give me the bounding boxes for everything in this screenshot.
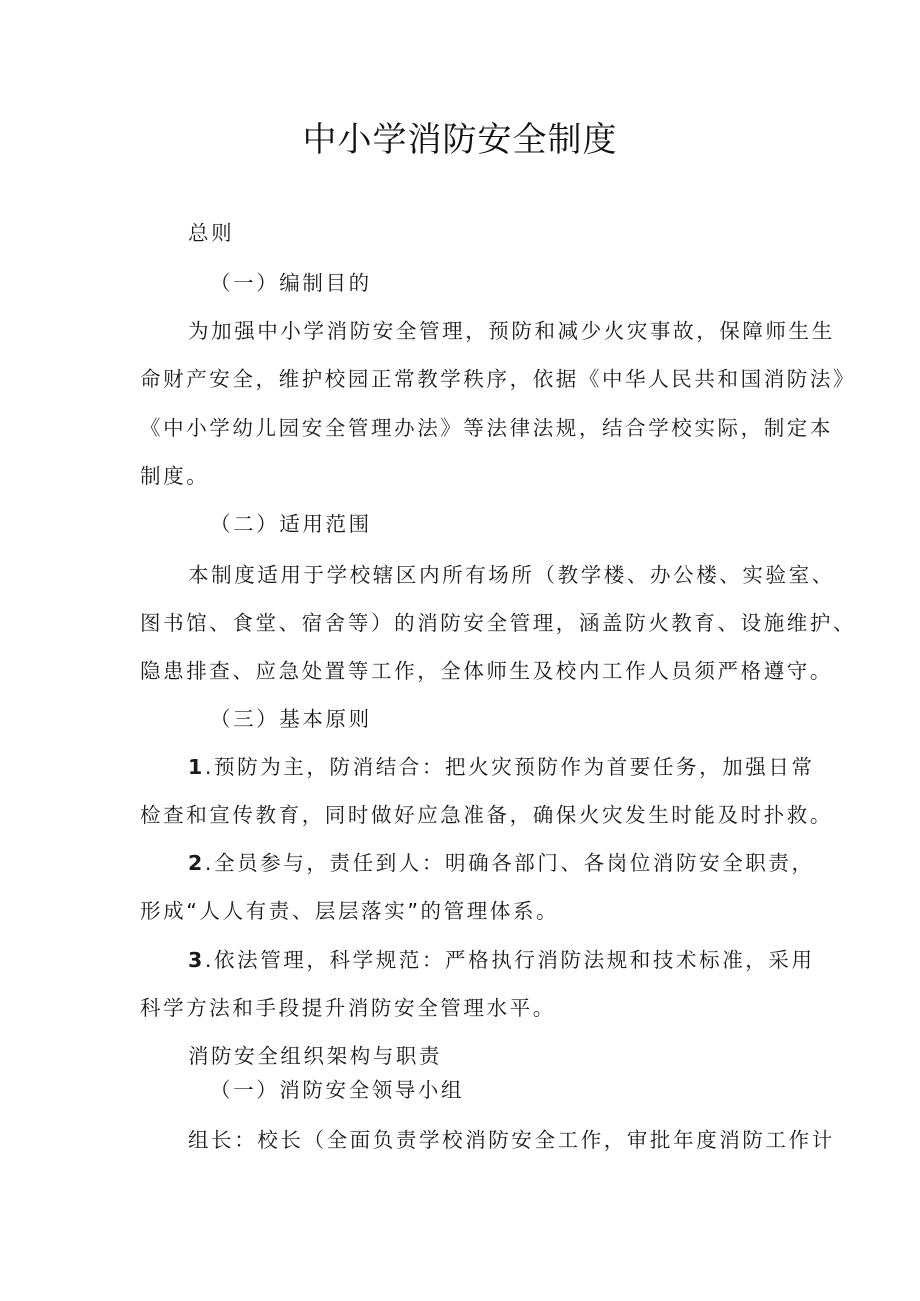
principle-text: .全员参与，责任到人：明确各部门、各岗位消防安全职责，	[204, 851, 815, 875]
principle-item-1	[188, 750, 838, 784]
subsection-heading-purpose: （一）编制目的	[210, 271, 372, 295]
paragraph-line: 命财产安全，维护校园正常教学秩序，依据《中华人民共和国消防法》	[140, 367, 857, 391]
section-heading-organization: 消防安全组织架构与职责	[188, 1044, 443, 1068]
paragraph-line: 隐患排查、应急处置等工作，全体师生及校内工作人员须严格遵守。	[140, 659, 833, 683]
paragraph-line: 图书馆、食堂、宿舍等）的消防安全管理，涵盖防火教育、设施维护、	[140, 611, 857, 635]
principle-number: 3	[188, 948, 205, 972]
subsection-heading-principles: （三）基本原则	[210, 707, 372, 731]
paragraph-line: 为加强中小学消防安全管理，预防和减少火灾事故，保障师生生	[188, 319, 835, 343]
principle-text: .依法管理，科学规范：严格执行消防法规和技术标准，采用	[204, 948, 815, 972]
paragraph-line: 形成“人人有责、层层落实”的管理体系。	[140, 899, 560, 923]
paragraph-line: 《中小学幼儿园安全管理办法》等法律法规，结合学校实际，制定本	[140, 416, 833, 440]
principle-number: 1	[188, 755, 205, 779]
paragraph-line: 本制度适用于学校辖区内所有场所（教学楼、办公楼、实验室、	[188, 563, 835, 587]
principle-item-2	[188, 846, 838, 880]
paragraph-line: 科学方法和手段提升消防安全管理水平。	[140, 996, 556, 1020]
subsection-heading-scope: （二）适用范围	[210, 512, 372, 536]
subsection-heading-leadership: （一）消防安全领导小组	[210, 1078, 465, 1102]
principle-text: .预防为主，防消结合：把火灾预防作为首要任务，加强日常	[204, 755, 815, 779]
document-title: 中小学消防安全制度	[302, 120, 618, 160]
principle-number: 2	[188, 851, 205, 875]
section-heading-general: 总则	[188, 221, 235, 245]
principle-item-3	[188, 943, 838, 977]
paragraph-line: 组长：校长（全面负责学校消防安全工作，审批年度消防工作计	[188, 1128, 835, 1152]
paragraph-line: 检查和宣传教育，同时做好应急准备，确保火灾发生时能及时扑救。	[140, 803, 833, 827]
paragraph-line: 制度。	[140, 464, 210, 488]
